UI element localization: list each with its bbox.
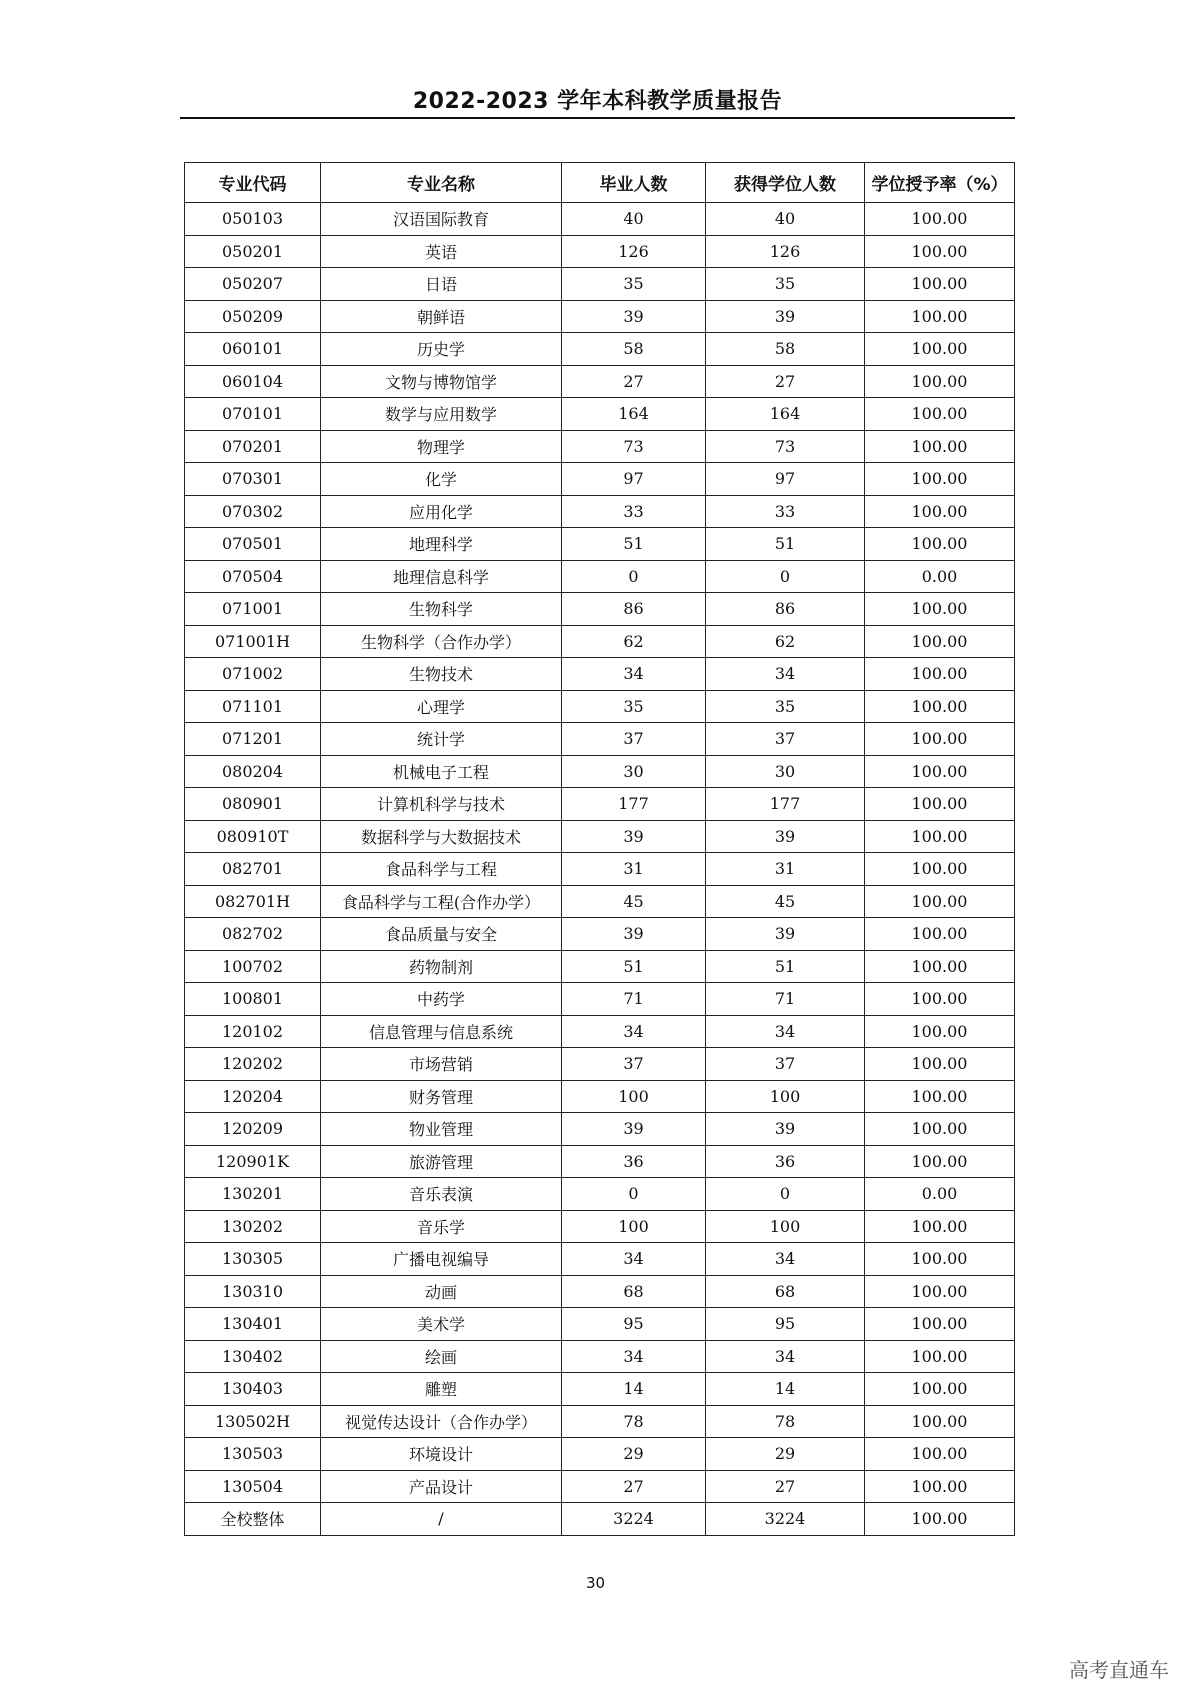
major-code-cell: 071001 xyxy=(185,593,321,626)
major-code-cell: 120202 xyxy=(185,1048,321,1081)
degree-recipients-cell: 78 xyxy=(706,1405,865,1438)
column-header: 获得学位人数 xyxy=(706,163,865,203)
award-rate-cell: 100.00 xyxy=(865,1405,1015,1438)
award-rate-cell: 100.00 xyxy=(865,235,1015,268)
major-name-cell: 食品质量与安全 xyxy=(321,918,562,951)
table-row xyxy=(185,1340,1015,1373)
major-name-cell: 视觉传达设计（合作办学） xyxy=(321,1405,562,1438)
degree-recipients-cell: 14 xyxy=(706,1373,865,1406)
major-code-cell: 070201 xyxy=(185,430,321,463)
graduates-cell: 177 xyxy=(562,788,706,821)
degree-recipients-cell: 126 xyxy=(706,235,865,268)
degree-recipients-cell: 39 xyxy=(706,300,865,333)
major-code-cell: 071002 xyxy=(185,658,321,691)
major-name-cell: 动画 xyxy=(321,1275,562,1308)
major-name-cell: 物业管理 xyxy=(321,1113,562,1146)
major-code-cell: 130503 xyxy=(185,1438,321,1471)
major-name-cell: 财务管理 xyxy=(321,1080,562,1113)
award-rate-cell: 100.00 xyxy=(865,268,1015,301)
major-code-cell: 050207 xyxy=(185,268,321,301)
table-row xyxy=(185,788,1015,821)
table-row xyxy=(185,268,1015,301)
major-code-cell: 060104 xyxy=(185,365,321,398)
table-row xyxy=(185,983,1015,1016)
major-code-cell: 050209 xyxy=(185,300,321,333)
major-name-cell: 生物技术 xyxy=(321,658,562,691)
award-rate-cell: 100.00 xyxy=(865,300,1015,333)
graduates-cell: 68 xyxy=(562,1275,706,1308)
degree-recipients-cell: 0 xyxy=(706,560,865,593)
major-code-cell: 130201 xyxy=(185,1178,321,1211)
table-row xyxy=(185,1015,1015,1048)
table-row xyxy=(185,820,1015,853)
major-code-cell: 071101 xyxy=(185,690,321,723)
major-name-cell: 日语 xyxy=(321,268,562,301)
table-row xyxy=(185,1373,1015,1406)
degree-recipients-cell: 34 xyxy=(706,1340,865,1373)
graduates-cell: 29 xyxy=(562,1438,706,1471)
award-rate-cell: 0.00 xyxy=(865,1178,1015,1211)
major-code-cell: 082701H xyxy=(185,885,321,918)
table-row xyxy=(185,560,1015,593)
table-row xyxy=(185,658,1015,691)
table-row xyxy=(185,690,1015,723)
award-rate-cell: 100.00 xyxy=(865,918,1015,951)
table-row xyxy=(185,365,1015,398)
major-code-cell: 130502H xyxy=(185,1405,321,1438)
award-rate-cell: 100.00 xyxy=(865,1080,1015,1113)
award-rate-cell: 100.00 xyxy=(865,983,1015,1016)
degree-recipients-cell: 100 xyxy=(706,1210,865,1243)
degree-recipients-cell: 27 xyxy=(706,365,865,398)
award-rate-cell: 100.00 xyxy=(865,1275,1015,1308)
graduates-cell: 0 xyxy=(562,560,706,593)
major-name-cell: 英语 xyxy=(321,235,562,268)
award-rate-cell: 100.00 xyxy=(865,203,1015,236)
major-code-cell: 080204 xyxy=(185,755,321,788)
major-code-cell: 全校整体 xyxy=(185,1503,321,1536)
major-code-cell: 060101 xyxy=(185,333,321,366)
table-body xyxy=(185,203,1015,1536)
award-rate-cell: 100.00 xyxy=(865,1470,1015,1503)
major-name-cell: 心理学 xyxy=(321,690,562,723)
degree-recipients-cell: 40 xyxy=(706,203,865,236)
award-rate-cell: 100.00 xyxy=(865,788,1015,821)
award-rate-cell: 100.00 xyxy=(865,1015,1015,1048)
major-code-cell: 071201 xyxy=(185,723,321,756)
graduates-cell: 31 xyxy=(562,853,706,886)
major-name-cell: 食品科学与工程 xyxy=(321,853,562,886)
major-name-cell: 产品设计 xyxy=(321,1470,562,1503)
award-rate-cell: 100.00 xyxy=(865,528,1015,561)
degree-recipients-cell: 33 xyxy=(706,495,865,528)
graduates-cell: 34 xyxy=(562,658,706,691)
degree-recipients-cell: 39 xyxy=(706,918,865,951)
degree-recipients-cell: 27 xyxy=(706,1470,865,1503)
major-name-cell: 环境设计 xyxy=(321,1438,562,1471)
watermark-text: 高考直通车 xyxy=(1069,1658,1169,1682)
degree-recipients-cell: 39 xyxy=(706,1113,865,1146)
degree-recipients-cell: 34 xyxy=(706,1015,865,1048)
graduates-cell: 27 xyxy=(562,365,706,398)
award-rate-cell: 100.00 xyxy=(865,1373,1015,1406)
major-name-cell: 计算机科学与技术 xyxy=(321,788,562,821)
major-code-cell: 050103 xyxy=(185,203,321,236)
degree-recipients-cell: 30 xyxy=(706,755,865,788)
major-name-cell: 旅游管理 xyxy=(321,1145,562,1178)
degree-recipients-cell: 39 xyxy=(706,820,865,853)
table-row xyxy=(185,950,1015,983)
major-name-cell: 绘画 xyxy=(321,1340,562,1373)
major-code-cell: 080910T xyxy=(185,820,321,853)
degree-recipients-cell: 62 xyxy=(706,625,865,658)
major-code-cell: 050201 xyxy=(185,235,321,268)
graduates-cell: 39 xyxy=(562,918,706,951)
degree-recipients-cell: 177 xyxy=(706,788,865,821)
table-row xyxy=(185,853,1015,886)
table-row xyxy=(185,1470,1015,1503)
award-rate-cell: 100.00 xyxy=(865,1340,1015,1373)
table-row xyxy=(185,1243,1015,1276)
major-code-cell: 120209 xyxy=(185,1113,321,1146)
major-name-cell: 雕塑 xyxy=(321,1373,562,1406)
major-code-cell: 070301 xyxy=(185,463,321,496)
degree-recipients-cell: 36 xyxy=(706,1145,865,1178)
degree-recipients-cell: 37 xyxy=(706,1048,865,1081)
degree-recipients-cell: 97 xyxy=(706,463,865,496)
table-row xyxy=(185,885,1015,918)
graduates-cell: 73 xyxy=(562,430,706,463)
major-code-cell: 130504 xyxy=(185,1470,321,1503)
graduates-cell: 33 xyxy=(562,495,706,528)
major-name-cell: 广播电视编导 xyxy=(321,1243,562,1276)
column-header: 毕业人数 xyxy=(562,163,706,203)
graduates-cell: 34 xyxy=(562,1243,706,1276)
major-name-cell: 化学 xyxy=(321,463,562,496)
award-rate-cell: 100.00 xyxy=(865,885,1015,918)
award-rate-cell: 100.00 xyxy=(865,1503,1015,1536)
table-row xyxy=(185,1308,1015,1341)
major-name-cell: 历史学 xyxy=(321,333,562,366)
major-name-cell: 应用化学 xyxy=(321,495,562,528)
major-name-cell: 地理信息科学 xyxy=(321,560,562,593)
graduates-cell: 58 xyxy=(562,333,706,366)
award-rate-cell: 100.00 xyxy=(865,1145,1015,1178)
degree-recipients-cell: 95 xyxy=(706,1308,865,1341)
table-row xyxy=(185,528,1015,561)
graduates-cell: 30 xyxy=(562,755,706,788)
column-header: 学位授予率（%） xyxy=(865,163,1015,203)
table-row xyxy=(185,1080,1015,1113)
degree-award-table xyxy=(184,162,1015,1536)
table-row xyxy=(185,1503,1015,1536)
graduates-cell: 14 xyxy=(562,1373,706,1406)
award-rate-cell: 100.00 xyxy=(865,950,1015,983)
table-row xyxy=(185,1178,1015,1211)
major-code-cell: 070101 xyxy=(185,398,321,431)
table-row xyxy=(185,300,1015,333)
degree-recipients-cell: 51 xyxy=(706,528,865,561)
major-name-cell: 文物与博物馆学 xyxy=(321,365,562,398)
major-name-cell: 音乐学 xyxy=(321,1210,562,1243)
graduates-cell: 39 xyxy=(562,1113,706,1146)
graduates-cell: 0 xyxy=(562,1178,706,1211)
graduates-cell: 51 xyxy=(562,528,706,561)
degree-recipients-cell: 58 xyxy=(706,333,865,366)
award-rate-cell: 100.00 xyxy=(865,853,1015,886)
major-name-cell: 生物科学 xyxy=(321,593,562,626)
award-rate-cell: 100.00 xyxy=(865,1210,1015,1243)
degree-recipients-cell: 35 xyxy=(706,690,865,723)
degree-recipients-cell: 3224 xyxy=(706,1503,865,1536)
table-row xyxy=(185,593,1015,626)
award-rate-cell: 100.00 xyxy=(865,625,1015,658)
major-name-cell: 药物制剂 xyxy=(321,950,562,983)
major-code-cell: 080901 xyxy=(185,788,321,821)
graduates-cell: 100 xyxy=(562,1080,706,1113)
degree-recipients-cell: 51 xyxy=(706,950,865,983)
graduates-cell: 27 xyxy=(562,1470,706,1503)
award-rate-cell: 100.00 xyxy=(865,1113,1015,1146)
major-name-cell: 物理学 xyxy=(321,430,562,463)
major-name-cell: 机械电子工程 xyxy=(321,755,562,788)
major-name-cell: 地理科学 xyxy=(321,528,562,561)
degree-recipients-cell: 100 xyxy=(706,1080,865,1113)
major-name-cell: / xyxy=(321,1503,562,1536)
award-rate-cell: 100.00 xyxy=(865,495,1015,528)
table-row xyxy=(185,203,1015,236)
table-row xyxy=(185,1438,1015,1471)
graduates-cell: 62 xyxy=(562,625,706,658)
page-header-title: 2022-2023 学年本科教学质量报告 xyxy=(412,89,783,114)
major-code-cell: 120102 xyxy=(185,1015,321,1048)
degree-recipients-cell: 37 xyxy=(706,723,865,756)
award-rate-cell: 100.00 xyxy=(865,463,1015,496)
major-code-cell: 071001H xyxy=(185,625,321,658)
award-rate-cell: 100.00 xyxy=(865,1048,1015,1081)
graduates-cell: 164 xyxy=(562,398,706,431)
award-rate-cell: 100.00 xyxy=(865,1308,1015,1341)
graduates-cell: 34 xyxy=(562,1015,706,1048)
award-rate-cell: 100.00 xyxy=(865,690,1015,723)
major-code-cell: 070501 xyxy=(185,528,321,561)
major-code-cell: 082701 xyxy=(185,853,321,886)
major-name-cell: 食品科学与工程(合作办学） xyxy=(321,885,562,918)
graduates-cell: 37 xyxy=(562,723,706,756)
graduates-cell: 100 xyxy=(562,1210,706,1243)
major-name-cell: 信息管理与信息系统 xyxy=(321,1015,562,1048)
graduates-cell: 95 xyxy=(562,1308,706,1341)
major-code-cell: 100702 xyxy=(185,950,321,983)
graduates-cell: 97 xyxy=(562,463,706,496)
table-row xyxy=(185,1275,1015,1308)
table-row xyxy=(185,495,1015,528)
graduates-cell: 36 xyxy=(562,1145,706,1178)
major-code-cell: 130403 xyxy=(185,1373,321,1406)
major-code-cell: 120901K xyxy=(185,1145,321,1178)
award-rate-cell: 100.00 xyxy=(865,365,1015,398)
graduates-cell: 34 xyxy=(562,1340,706,1373)
graduates-cell: 126 xyxy=(562,235,706,268)
major-code-cell: 130305 xyxy=(185,1243,321,1276)
major-name-cell: 市场营销 xyxy=(321,1048,562,1081)
degree-recipients-cell: 35 xyxy=(706,268,865,301)
major-code-cell: 070302 xyxy=(185,495,321,528)
degree-recipients-cell: 73 xyxy=(706,430,865,463)
table-row xyxy=(185,430,1015,463)
table-row xyxy=(185,918,1015,951)
major-name-cell: 生物科学（合作办学） xyxy=(321,625,562,658)
major-code-cell: 130401 xyxy=(185,1308,321,1341)
graduates-cell: 51 xyxy=(562,950,706,983)
major-code-cell: 130202 xyxy=(185,1210,321,1243)
degree-recipients-cell: 45 xyxy=(706,885,865,918)
table-row xyxy=(185,333,1015,366)
table-row xyxy=(185,625,1015,658)
table-row xyxy=(185,1048,1015,1081)
award-rate-cell: 100.00 xyxy=(865,820,1015,853)
graduates-cell: 86 xyxy=(562,593,706,626)
graduates-cell: 40 xyxy=(562,203,706,236)
page-number: 30 xyxy=(585,1574,606,1592)
graduates-cell: 3224 xyxy=(562,1503,706,1536)
graduates-cell: 45 xyxy=(562,885,706,918)
table-header-row xyxy=(185,163,1015,203)
major-code-cell: 130402 xyxy=(185,1340,321,1373)
major-name-cell: 数学与应用数学 xyxy=(321,398,562,431)
graduates-cell: 37 xyxy=(562,1048,706,1081)
major-name-cell: 美术学 xyxy=(321,1308,562,1341)
award-rate-cell: 100.00 xyxy=(865,1438,1015,1471)
award-rate-cell: 100.00 xyxy=(865,593,1015,626)
graduates-cell: 35 xyxy=(562,690,706,723)
graduates-cell: 78 xyxy=(562,1405,706,1438)
degree-recipients-cell: 86 xyxy=(706,593,865,626)
graduates-cell: 39 xyxy=(562,820,706,853)
graduates-cell: 71 xyxy=(562,983,706,1016)
table-row xyxy=(185,755,1015,788)
major-code-cell: 070504 xyxy=(185,560,321,593)
table-row xyxy=(185,235,1015,268)
award-rate-cell: 0.00 xyxy=(865,560,1015,593)
major-code-cell: 100801 xyxy=(185,983,321,1016)
column-header: 专业名称 xyxy=(321,163,562,203)
degree-recipients-cell: 164 xyxy=(706,398,865,431)
table-row xyxy=(185,1145,1015,1178)
table-row xyxy=(185,398,1015,431)
table-row xyxy=(185,723,1015,756)
award-rate-cell: 100.00 xyxy=(865,430,1015,463)
major-code-cell: 130310 xyxy=(185,1275,321,1308)
major-name-cell: 中药学 xyxy=(321,983,562,1016)
table-row xyxy=(185,1405,1015,1438)
award-rate-cell: 100.00 xyxy=(865,1243,1015,1276)
award-rate-cell: 100.00 xyxy=(865,333,1015,366)
major-name-cell: 统计学 xyxy=(321,723,562,756)
award-rate-cell: 100.00 xyxy=(865,755,1015,788)
degree-recipients-cell: 34 xyxy=(706,658,865,691)
graduates-cell: 35 xyxy=(562,268,706,301)
column-header: 专业代码 xyxy=(185,163,321,203)
major-name-cell: 音乐表演 xyxy=(321,1178,562,1211)
table-row xyxy=(185,1210,1015,1243)
major-code-cell: 082702 xyxy=(185,918,321,951)
degree-recipients-cell: 68 xyxy=(706,1275,865,1308)
major-name-cell: 汉语国际教育 xyxy=(321,203,562,236)
header-divider xyxy=(180,117,1015,119)
award-rate-cell: 100.00 xyxy=(865,398,1015,431)
table-row xyxy=(185,463,1015,496)
major-name-cell: 数据科学与大数据技术 xyxy=(321,820,562,853)
major-code-cell: 120204 xyxy=(185,1080,321,1113)
award-rate-cell: 100.00 xyxy=(865,658,1015,691)
graduates-cell: 39 xyxy=(562,300,706,333)
table-row xyxy=(185,1113,1015,1146)
degree-recipients-cell: 31 xyxy=(706,853,865,886)
degree-recipients-cell: 0 xyxy=(706,1178,865,1211)
degree-recipients-cell: 34 xyxy=(706,1243,865,1276)
award-rate-cell: 100.00 xyxy=(865,723,1015,756)
degree-recipients-cell: 71 xyxy=(706,983,865,1016)
degree-recipients-cell: 29 xyxy=(706,1438,865,1471)
major-name-cell: 朝鲜语 xyxy=(321,300,562,333)
